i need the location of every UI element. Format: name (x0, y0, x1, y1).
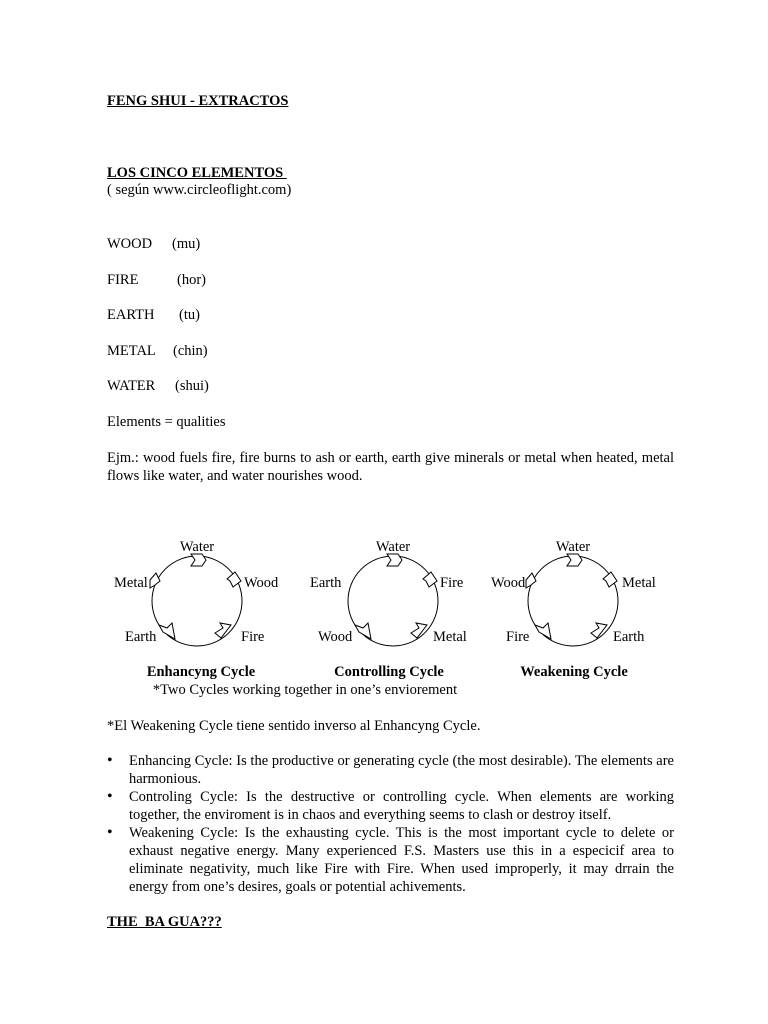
arrow-icon (535, 623, 551, 639)
list-item-text: Controling Cycle: Is the destructive or controlling cycle. When elements are working together, the enviroment is in chaos and everything seems to clash or destroy itself. (129, 789, 674, 823)
arrow-icon (591, 623, 607, 638)
label-top: Water (375, 539, 411, 555)
weakening-cycle-diagram (483, 535, 673, 655)
label-bottom-left: Wood (318, 629, 353, 645)
bullet-icon: • (107, 752, 113, 769)
element-metal-name: METAL (107, 343, 156, 359)
ba-gua-heading: THE BA GUA??? (107, 914, 222, 930)
label-right: Wood (244, 575, 279, 591)
label-right: Fire (440, 575, 464, 591)
arrow-icon (411, 623, 427, 638)
enhancing-cycle-diagram (107, 535, 297, 655)
label-bottom-right: Earth (613, 629, 645, 645)
arrow-icon (567, 554, 582, 566)
element-earth-name: EARTH (107, 307, 155, 323)
example-paragraph: Ejm.: wood fuels fire, fire burns to ash or earth, earth give minerals or metal when heated, metal flows like water, and water nourishes wood. (107, 450, 674, 484)
label-right: Metal (622, 575, 656, 591)
label-bottom-left: Earth (125, 629, 157, 645)
cycle-bullet-list (107, 752, 674, 896)
arrow-icon (159, 623, 175, 639)
list-item (107, 788, 674, 824)
list-item-text: Enhancing Cycle: Is the productive or generating cycle (the most desirable). The elements are harmonious. (129, 753, 674, 787)
bullet-icon: • (107, 824, 113, 841)
label-bottom-right: Fire (241, 629, 265, 645)
element-earth-chinese: (tu) (179, 307, 200, 323)
document-title: FENG SHUI - EXTRACTOS (107, 93, 289, 109)
arrow-icon (387, 554, 402, 566)
element-water-name: WATER (107, 378, 156, 394)
element-metal-chinese: (chin) (173, 343, 208, 359)
arrow-icon (215, 623, 231, 638)
weakening-cycle-caption: Weakening Cycle (520, 664, 628, 680)
label-bottom-right: Metal (433, 629, 467, 645)
element-water-chinese: (shui) (175, 378, 209, 394)
element-wood-chinese: (mu) (172, 236, 201, 252)
element-fire-name: FIRE (107, 272, 139, 288)
label-top: Water (555, 539, 591, 555)
label-bottom-left: Fire (506, 629, 530, 645)
controlling-cycle-caption: Controlling Cycle (334, 664, 444, 680)
list-item-text: Weakening Cycle: Is the exhausting cycle. This is the most important cycle to delete or exhaust negative energy. Many experienced F.S. Masters use this in a especicif area to eliminate negativity, much like Fire with Fire. When used improperly, it may drrain the energy from one’s desires, goals or potential achivements. (129, 825, 674, 895)
bullet-icon: • (107, 788, 113, 805)
enhancing-cycle-caption: Enhancyng Cycle (146, 664, 256, 680)
label-left: Metal (114, 575, 148, 591)
arrow-icon (355, 623, 371, 639)
label-left: Earth (310, 575, 342, 591)
label-left: Wood (491, 575, 526, 591)
qualities-line: Elements = qualities (107, 414, 226, 430)
list-item (107, 752, 674, 788)
element-fire-chinese: (hor) (177, 272, 206, 288)
source-line: ( según www.circleoflight.com) (107, 182, 292, 198)
weakening-note: *El Weakening Cycle tiene sentido inverso al Enhancyng Cycle. (107, 718, 481, 734)
list-item (107, 824, 674, 896)
section-heading: LOS CINCO ELEMENTOS (107, 165, 287, 181)
element-wood-name: WOOD (107, 236, 153, 252)
cycles-note: *Two Cycles working together in one’s envioremen​t (152, 682, 458, 698)
arrow-icon (191, 554, 206, 566)
controlling-cycle-diagram (303, 535, 493, 655)
label-top: Water (179, 539, 215, 555)
